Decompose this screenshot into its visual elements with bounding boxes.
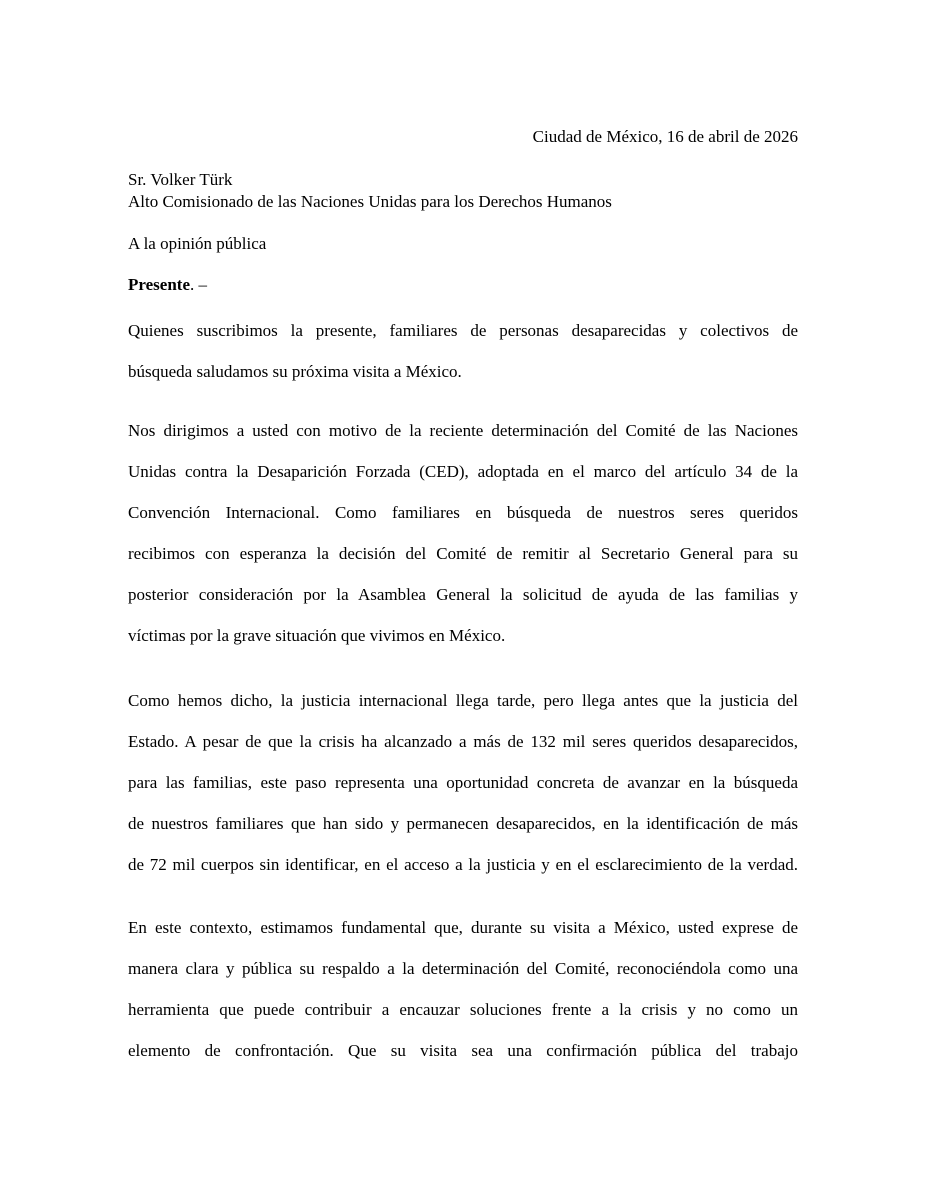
paragraph-2 [128, 410, 798, 656]
paragraph-1 [128, 310, 798, 392]
paragraph-line: Convención Internacional. Como familiares en búsqueda de nuestros seres queridos [128, 503, 798, 522]
paragraph-line: manera clara y pública su respaldo a la determinación del Comité, reconociéndola como una [128, 959, 798, 978]
addressee-block [128, 169, 612, 213]
second-recipient: A la opinión pública [128, 234, 267, 253]
paragraph-line: de 72 mil cuerpos sin identificar, en el acceso a la justicia y en el esclarecimiento de la verdad. [128, 855, 798, 874]
salutation-bold: Presente [128, 275, 190, 294]
recipient-title: Alto Comisionado de las Naciones Unidas para los Derechos Humanos [128, 192, 612, 211]
paragraph-4 [128, 907, 798, 1071]
paragraph-3 [128, 680, 798, 885]
paragraph-line: Estado. A pesar de que la crisis ha alcanzado a más de 132 mil seres queridos desaparecidos, [128, 732, 798, 751]
paragraph-line: posterior consideración por la Asamblea General la solicitud de ayuda de las familias y [128, 585, 798, 604]
paragraph-line: En este contexto, estimamos fundamental que, durante su visita a México, usted exprese de [128, 918, 798, 937]
salutation [128, 274, 207, 296]
paragraph-line: herramienta que puede contribuir a encauzar soluciones frente a la crisis y no como un [128, 1000, 798, 1019]
date-line: Ciudad de México, 16 de abril de 2026 [532, 127, 798, 146]
paragraph-line: elemento de confrontación. Que su visita sea una confirmación pública del trabajo [128, 1041, 798, 1060]
paragraph-line: Nos dirigimos a usted con motivo de la reciente determinación del Comité de las Naciones [128, 421, 798, 440]
salutation-rest: . – [190, 275, 207, 294]
paragraph-line: víctimas por la grave situación que vivimos en México. [128, 626, 506, 645]
paragraph-line: de nuestros familiares que han sido y permanecen desaparecidos, en la identificación de más [128, 814, 798, 833]
paragraph-line: Como hemos dicho, la justicia internacional llega tarde, pero llega antes que la justicia del [128, 691, 798, 710]
paragraph-line: Unidas contra la Desaparición Forzada (CED), adoptada en el marco del artículo 34 de la [128, 462, 798, 481]
recipient-name: Sr. Volker Türk [128, 170, 233, 189]
paragraph-line: para las familias, este paso representa una oportunidad concreta de avanzar en la búsqueda [128, 773, 798, 792]
paragraph-line: búsqueda saludamos su próxima visita a México. [128, 362, 462, 381]
paragraph-line: recibimos con esperanza la decisión del Comité de remitir al Secretario General para su [128, 544, 798, 563]
paragraph-line: Quienes suscribimos la presente, familiares de personas desaparecidas y colectivos de [128, 321, 798, 340]
